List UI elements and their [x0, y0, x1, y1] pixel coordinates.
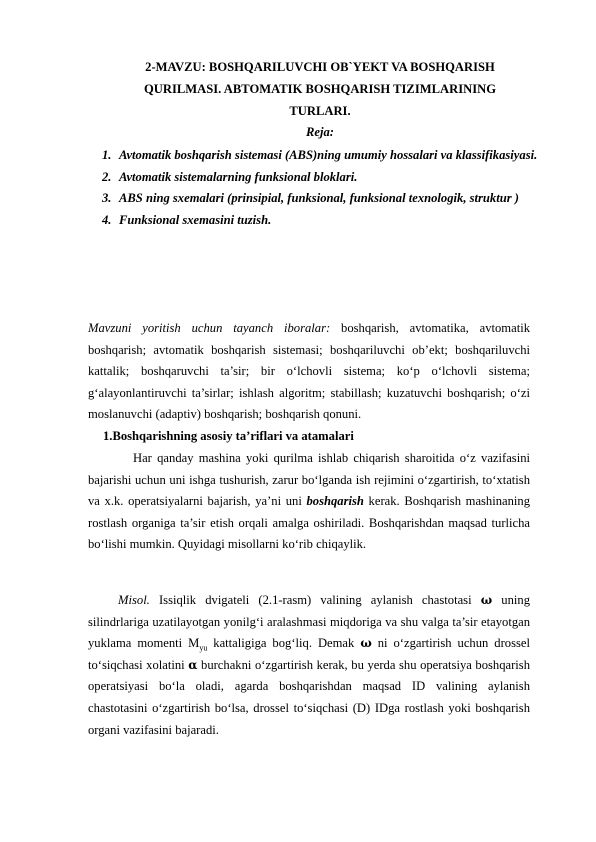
keywords-text: boshqarish, avtomatika, avtomatik boshqarish; avtomatik boshqarish sistemasi; boshqariluvchi ob’ekt; boshqariluvchi kattalik; boshqaruvchi ta’sir; bir o‘lchovli sistema; ko‘p o‘lchovli sistema; g‘alayonlantiruvchi ta’sirlar; ishlash algoritm; stabillash; kuzatuvchi boshqarish; o‘zi moslanuvchi (adaptiv) boshqarish; boshqarish qonuni. — [88, 321, 530, 422]
keywords-lead: Mavzuni yoritish uchun tayanch iboralar: — [88, 321, 331, 335]
omega-symbol: ω — [480, 593, 493, 607]
paragraph-text: kattaligiga bog‘liq. Demak — [207, 636, 361, 651]
paragraph-example — [88, 590, 530, 741]
document-title — [90, 56, 550, 122]
subscript: yu — [199, 643, 208, 653]
plan-item-number: 3. — [102, 191, 112, 205]
paragraph-text: uning silindrlariga uzatilayotgan yonilg‘i aralashmasi miqdoriga va shu valga ta’sir etayotgan yuklama momenti M — [88, 593, 530, 651]
plan-item-text: Avtomatik sistemalarning funksional bloklari. — [119, 169, 358, 184]
plan-item — [102, 167, 542, 189]
paragraph-text: Har qanday mashina yoki qurilma ishlab chiqarish sharoitida o‘z vazifasini bajarishi uchun uni ishga tushurish, zarur bo‘lganda ish rejimini o‘zgartirish, to‘xtatish va x.k. operatsiyalarni bajarish, ya’ni uni — [88, 451, 530, 509]
plan-list — [102, 145, 542, 231]
plan-item-text: Avtomatik boshqarish sistemasi (ABS)ning umumiy hossalari va klassifikasiyasi. — [119, 148, 538, 162]
plan-item — [102, 145, 542, 167]
paragraph-text: kerak. Boshqarish mashinaning rostlash organiga ta’sir etish orqali amalga oshiriladi. Boshqarishdan maqsad turlicha bo‘lishi mumkin. Quyidagi misollarni ko‘rib chiqaylik. — [88, 494, 531, 552]
plan-item-number: 4. — [102, 212, 112, 227]
paragraph-text: ni o‘zgartirish uchun drossel to‘siqchasi xolatini — [88, 636, 530, 672]
title-line: TURLARI. — [289, 104, 351, 118]
plan-item-text: ABS ning sxemalari (prinsipial, funksional, funksional texnologik, struktur ) — [119, 191, 519, 205]
title-line: QURILMASI. ABTOMATIK BOSHQARISH TIZIMLARINING — [144, 82, 496, 96]
paragraph-definition — [88, 448, 530, 556]
alpha-symbol: α — [188, 657, 198, 672]
plan-item — [102, 210, 542, 232]
omega-symbol: ω — [360, 636, 372, 651]
keywords-paragraph — [88, 318, 530, 426]
plan-item-text: Funksional sxemasini tuzish. — [119, 212, 272, 227]
section-heading: 1.Boshqarishning asosiy ta’riflari va atamalari — [103, 429, 354, 443]
paragraph-text: burchakni o‘zgartirish kerak, bu yerda shu operatsiya boshqarish operatsiyasi bo‘la oladi, agarda boshqarishdan maqsad ID valining aylanish chastotasini o‘zgartirish bo‘lsa, drossel to‘siqchasi (D) IDga rostlash yoki boshqarish organi vazifasini bajaradi. — [88, 657, 530, 737]
example-lead: Misol. — [118, 593, 150, 607]
title-line: 2-MAVZU: BOSHQARILUVCHI OB`YEKT VA BOSHQARISH — [145, 60, 495, 74]
emphasis-term: boshqarish — [306, 494, 364, 509]
paragraph-text: Issiqlik dvigateli (2.1-rasm) valining aylanish chastotasi — [149, 593, 481, 607]
plan-heading: Reja: — [306, 125, 334, 139]
plan-item-number: 2. — [102, 169, 112, 184]
plan-item-number: 1. — [102, 148, 112, 162]
plan-item — [102, 188, 542, 210]
